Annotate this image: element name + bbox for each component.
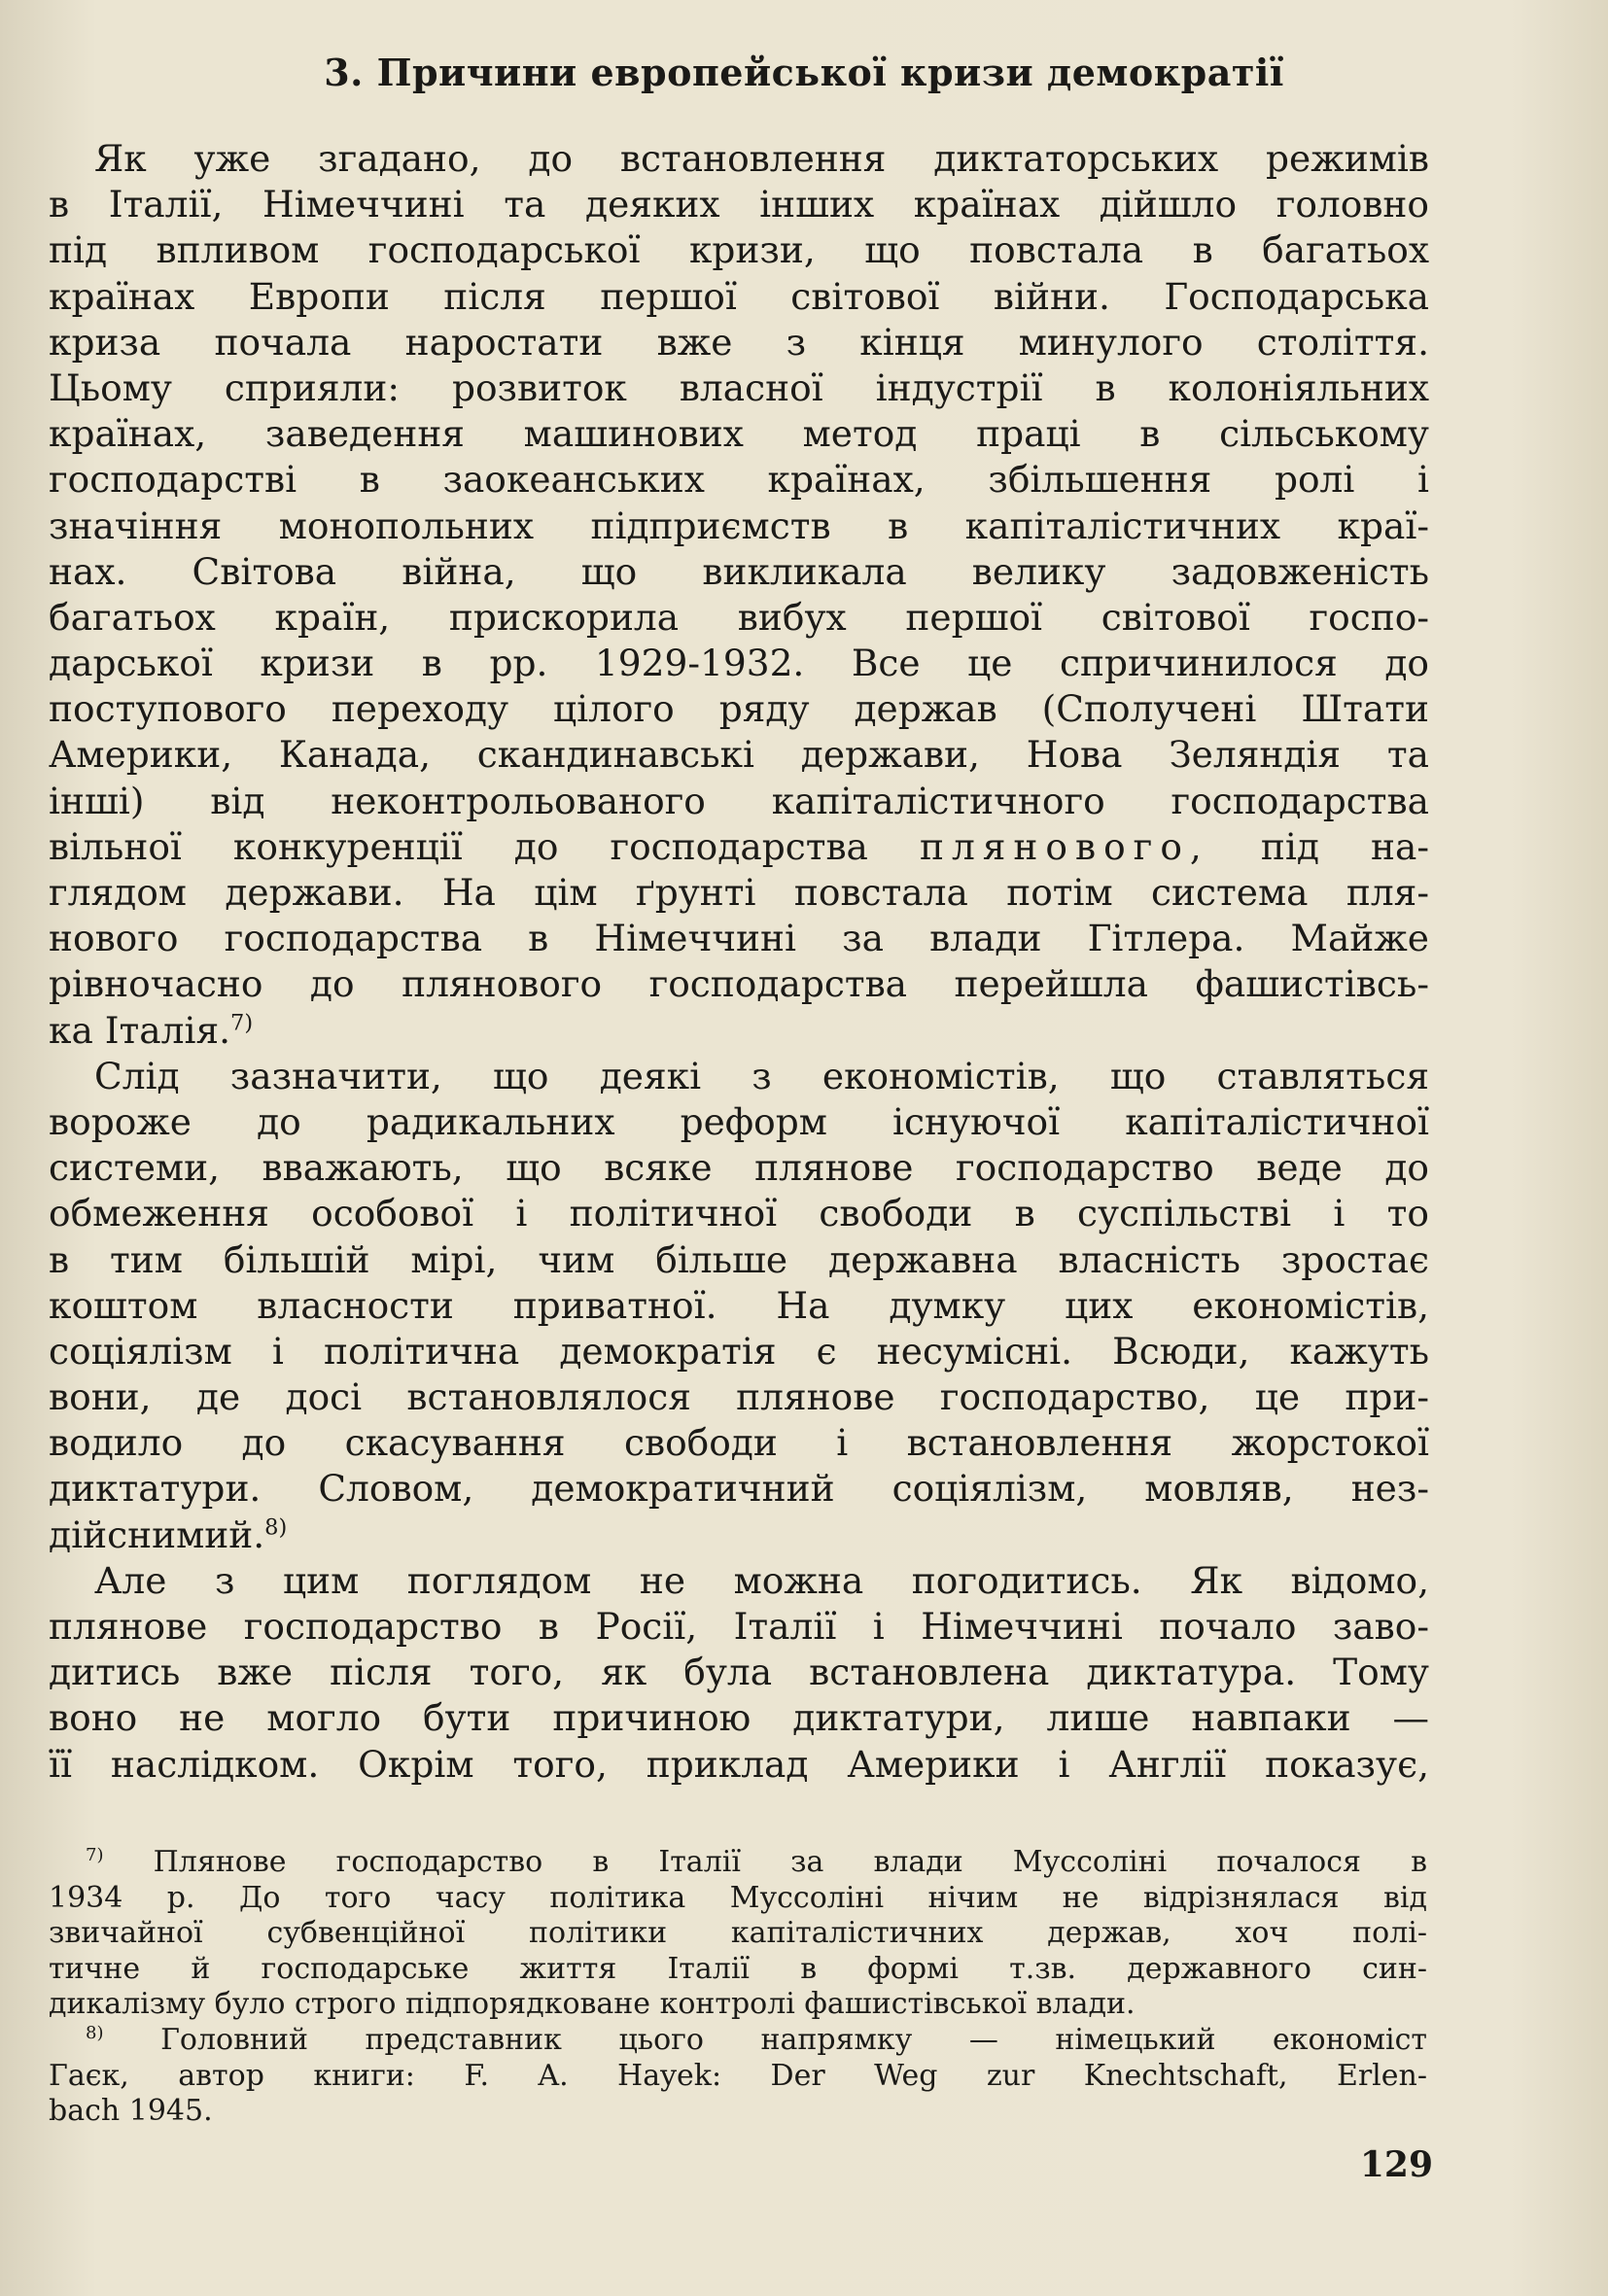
footnote-line: Гаєк, автор книги: F. A. Hayek: Der Weg zur Knechtschaft, Erlen- — [49, 2058, 1427, 2093]
text-segment: під на- — [1260, 824, 1429, 868]
text-line: соціялізм і політична демократія є несумісні. Всюди, кажуть — [49, 1329, 1429, 1373]
text-line: воно не могло бути причиною диктатури, лише навпаки — — [49, 1696, 1429, 1740]
text-line: глядом держави. На цім ґрунті повстала потім система пля- — [49, 871, 1429, 914]
text-line — [49, 824, 1429, 870]
footnote-line: тичне й господарське життя Італії в формі т.зв. державного син- — [49, 1951, 1427, 1986]
text-line — [49, 1008, 1429, 1054]
footnote-8 — [49, 2023, 1427, 2130]
text-line: Цьому сприяли: розвиток власної індустрії в колоніяльних — [49, 365, 1429, 409]
text-line: системи, вважають, що всяке плянове господарство веде до — [49, 1146, 1429, 1190]
paragraph-2 — [49, 1054, 1429, 1558]
text-line: поступового переходу цілого ряду держав (Сполучені Штати — [49, 687, 1429, 731]
paragraph-1 — [49, 136, 1429, 1054]
text-segment: ка Італія. — [49, 1008, 231, 1052]
footnote-line: bach 1945. — [49, 2094, 213, 2129]
text-line: нового господарства в Німеччині за влади Гітлера. Майже — [49, 917, 1429, 960]
text-line: багатьох країн, прискорила вибух першої світової госпо- — [49, 595, 1429, 639]
text-line: в тим більшій мірі, чим більше державна власність зростає — [49, 1237, 1429, 1281]
text-line: країнах, заведення машинових метод праці в сільському — [49, 412, 1429, 456]
footnote-marker: 7) — [86, 1845, 104, 1865]
page-number: 129 — [1359, 2144, 1433, 2185]
text-line: дарської кризи в рр. 1929-1932. Все це спричинилося до — [49, 642, 1429, 685]
text-line: Але з цим поглядом не можна погодитись. Як відомо, — [94, 1558, 1429, 1602]
text-line: коштом власности приватної. На думку цих економістів, — [49, 1283, 1429, 1327]
footnote-reference[interactable]: 7) — [230, 1010, 254, 1036]
text-segment: дійснимий. — [49, 1513, 265, 1556]
text-line: під впливом господарської кризи, що повстала в багатьох — [49, 228, 1429, 272]
text-line: інші) від неконтрольованого капіталістичного господарства — [49, 779, 1429, 822]
text-segment: вільної конкуренції до господарства — [49, 824, 868, 868]
footnote-line: звичайної субвенційної політики капіталістичних держав, хоч полі- — [49, 1916, 1427, 1951]
text-line: її наслідком. Окрім того, приклад Америки і Англії показує, — [49, 1742, 1429, 1786]
body-text — [49, 136, 1429, 1788]
text-line: плянове господарство в Росії, Італії і Німеччині почало заво- — [49, 1605, 1429, 1648]
text-line: нах. Світова війна, що викликала велику задовженість — [49, 549, 1429, 593]
text-line: дитись вже після того, як була встановлена диктатура. Тому — [49, 1651, 1429, 1694]
footnote-line: дикалізму було строго підпорядковане контролі фашистівської влади. — [49, 1987, 1136, 2022]
text-line: в Італії, Німеччині та деяких інших країнах дійшло головно — [49, 183, 1429, 226]
section-heading: 3. Причини европейської кризи демократії — [324, 51, 1284, 94]
text-line: Як уже згадано, до встановлення диктаторських режимів — [94, 137, 1429, 180]
emphasized-word: плянового, — [919, 824, 1209, 868]
text-line: Слід зазначити, що деякі з економістів, що ставляться — [94, 1054, 1429, 1097]
footnotes — [49, 1845, 1427, 2130]
footnote-line — [49, 2023, 1427, 2059]
text-segment: Плянове господарство в Італії за влади Муссоліні почалося в — [153, 1845, 1427, 1879]
footnote-line — [49, 1845, 1427, 1881]
text-line: Америки, Канада, скандинавські держави, Нова Зеляндія та — [49, 733, 1429, 777]
text-segment: Головний представник цього напрямку — німецький економіст — [160, 2022, 1427, 2057]
paragraph-3 — [49, 1558, 1429, 1788]
footnote-marker: 8) — [86, 2022, 104, 2043]
footnote-line: 1934 р. До того часу політика Муссоліні нічим не відрізнялася від — [49, 1880, 1427, 1915]
text-line: вороже до радикальних реформ існуючої капіталістичної — [49, 1099, 1429, 1143]
text-line: рівночасно до плянового господарства перейшла фашистівсь- — [49, 962, 1429, 1006]
footnote-7 — [49, 1845, 1427, 2023]
text-line: країнах Европи після першої світової війни. Господарська — [49, 274, 1429, 318]
text-line — [49, 1513, 1429, 1558]
text-line: господарстві в заокеанських країнах, збільшення ролі і — [49, 458, 1429, 502]
text-line: диктатури. Словом, демократичний соціялізм, мовляв, нез- — [49, 1467, 1429, 1511]
text-line: вони, де досі встановлялося плянове господарство, це при- — [49, 1375, 1429, 1419]
text-line: значіння монопольних підприємств в капіталістичних краї- — [49, 504, 1429, 547]
footnote-reference[interactable]: 8) — [264, 1514, 288, 1541]
text-line: криза почала наростати вже з кінця минулого століття. — [49, 320, 1429, 364]
text-line: водило до скасування свободи і встановлення жорстокої — [49, 1421, 1429, 1465]
text-line: обмеження особової і політичної свободи в суспільстві і то — [49, 1192, 1429, 1235]
